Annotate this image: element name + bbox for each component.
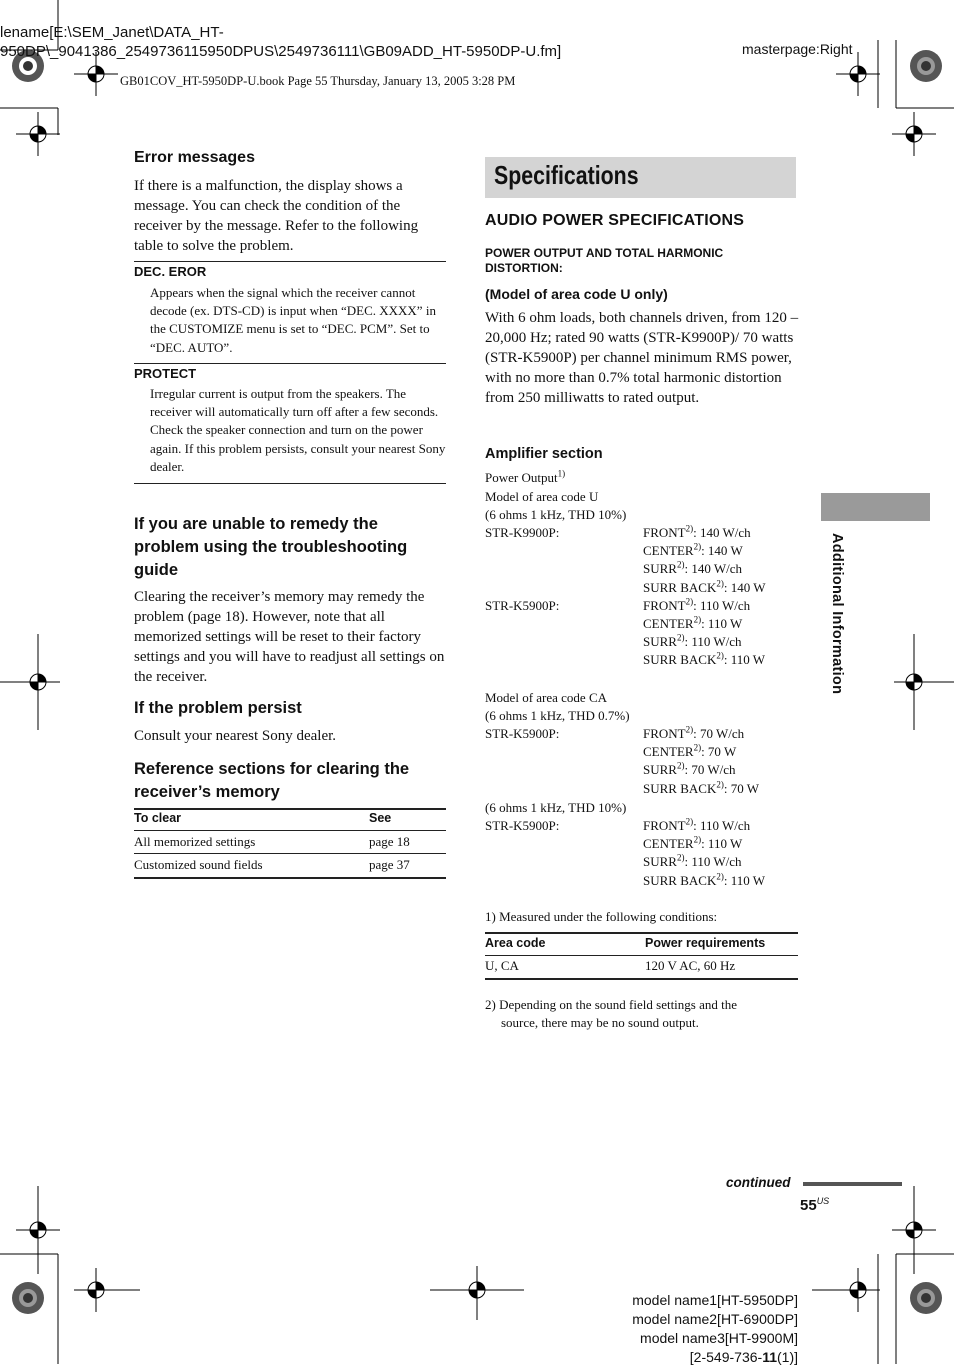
spec-model-name: STR-K5900P:	[485, 726, 560, 741]
model-name-3: model name3[HT-9900M]	[640, 1330, 798, 1346]
area-ca-condition-2: (6 ohms 1 kHz, THD 10%)	[485, 800, 627, 815]
footnote-ref: 2)	[716, 871, 724, 882]
spec-model-name: STR-K9900P:	[485, 525, 560, 540]
footnote-ref: 2)	[716, 779, 724, 790]
spec-channel-row	[643, 615, 742, 633]
footnote-ref: 2)	[685, 816, 694, 827]
spec-channel-value: : 110 W	[701, 836, 743, 852]
ref-table-rule	[134, 830, 446, 831]
spec-channel-value: : 70 W	[701, 744, 737, 760]
spec-channel-name: CENTER	[643, 543, 694, 559]
area-ca-condition-1: (6 ohms 1 kHz, THD 0.7%)	[485, 708, 630, 723]
cond-table-header-power: Power requirements	[645, 936, 766, 950]
spec-channel-row	[643, 835, 742, 853]
spec-model-name: STR-K5900P:	[485, 597, 560, 613]
spec-channel-name: SURR	[643, 762, 677, 778]
area-ca-label: Model of area code CA	[485, 690, 608, 705]
ref-table-bottom-rule	[134, 877, 446, 879]
spec-channel-value: : 70 W/ch	[684, 762, 736, 778]
error-code-dec-eror: DEC. EROR	[134, 264, 207, 279]
spec-channel-name: SURR	[643, 561, 677, 577]
model-u-text: With 6 ohm loads, both channels driven, from 120 – 20,000 Hz; rated 90 watts (STR-K9900P)/ 70 watts (STR-K5900P) per channel minimum RMS power, with no more than 0.7% total harmonic distortion from 250 milliwatts to rated output.	[485, 310, 799, 406]
page-number-value: 55	[800, 1197, 817, 1214]
footnote-ref: 2)	[676, 853, 685, 864]
spec-channel-value: : 110 W/ch	[693, 818, 751, 833]
spec-channel-row	[643, 542, 743, 560]
cond-table-rule	[485, 955, 798, 956]
spec-channel-name: CENTER	[643, 744, 694, 760]
area-u-condition: (6 ohms 1 kHz, THD 10%)	[485, 507, 627, 522]
ref-table-top-rule	[134, 808, 446, 810]
spec-channel-row	[643, 633, 742, 651]
spec-channel-row	[643, 817, 750, 835]
footnote-ref: 1)	[557, 468, 566, 479]
power-output-heading: POWER OUTPUT AND TOTAL HARMONIC DISTORTION:	[485, 246, 724, 275]
side-tab-bar	[821, 493, 930, 521]
spec-channel-name: FRONT	[643, 726, 686, 741]
spec-channel-value: : 110 W/ch	[684, 634, 742, 650]
spec-channel-name: SURR BACK	[643, 579, 717, 595]
cond-table-bottom-rule	[485, 978, 798, 980]
model-u-heading: (Model of area code U only)	[485, 286, 668, 302]
cond-table-cell: 120 V AC, 60 Hz	[645, 958, 736, 973]
footnote-ref: 2)	[676, 560, 685, 571]
power-output-text: Power Output	[485, 470, 558, 485]
continued-bar	[803, 1182, 902, 1186]
cond-table-header-area: Area code	[485, 936, 546, 950]
spec-channel-name: CENTER	[643, 836, 694, 852]
footnote-ref: 2)	[693, 742, 702, 753]
footnote-ref: 2)	[685, 724, 694, 735]
audio-power-heading: AUDIO POWER SPECIFICATIONS	[485, 212, 745, 229]
area-u-label: Model of area code U	[485, 489, 599, 504]
divider	[134, 261, 446, 262]
spec-channel-value: : 110 W	[723, 652, 765, 668]
spec-channel-row	[643, 651, 765, 669]
amplifier-heading: Amplifier section	[485, 446, 603, 462]
page-number	[800, 1196, 829, 1214]
spec-channel-name: SURR	[643, 634, 677, 650]
spec-channel-row	[643, 579, 765, 597]
spec-channel-row	[643, 743, 736, 761]
ref-table-cell: All memorized settings	[134, 834, 256, 849]
error-desc-dec-eror: Appears when the signal which the receiver cannot decode (ex. DTS-CD) is input when “DEC. XXXX” in the CUSTOMIZE menu is set to “DEC. PCM”. Set to “DEC. AUTO”.	[150, 285, 436, 355]
spec-channel-row	[643, 872, 765, 890]
error-intro: If there is a malfunction, the display shows a message. You can check the condition of the receiver by the message. Refer to the following table to solve the problem.	[134, 178, 419, 254]
footnote-2-line1: 2) Depending on the sound field settings and the	[485, 997, 738, 1012]
persist-text: Consult your nearest Sony dealer.	[134, 728, 337, 744]
model-name-2: model name2[HT-6900DP]	[632, 1311, 798, 1327]
spec-channel-name: SURR BACK	[643, 872, 717, 888]
spec-channel-value: : 140 W/ch	[693, 525, 751, 540]
spec-channel-value: : 110 W/ch	[684, 854, 742, 870]
footnote-ref: 2)	[676, 761, 685, 772]
spec-channel-row	[643, 725, 744, 743]
footnote-ref: 2)	[693, 541, 702, 552]
spec-channel-name: SURR BACK	[643, 652, 717, 668]
spec-channel-name: CENTER	[643, 616, 694, 631]
ref-table-cell: page 37	[369, 857, 410, 872]
spec-channel-value: : 70 W	[723, 780, 759, 796]
spec-channel-value: : 140 W	[701, 543, 743, 559]
divider	[134, 483, 446, 484]
error-code-protect: PROTECT	[134, 366, 197, 381]
spec-channel-row	[643, 853, 742, 871]
cond-table-cell: U, CA	[485, 958, 519, 973]
continued-label: continued	[726, 1175, 791, 1190]
error-desc-protect: Irregular current is output from the speakers. The receiver will automatically turn off after a few seconds. Check the speaker connection and turn on the power again. If this problem persists, consult your nearest Sony dealer.	[150, 386, 446, 474]
ref-table-cell: Customized sound fields	[134, 857, 263, 872]
footnote-1: 1) Measured under the following conditions:	[485, 909, 718, 924]
spec-channel-name: FRONT	[643, 597, 686, 613]
ref-table-cell: page 18	[369, 834, 410, 849]
divider	[134, 363, 446, 364]
footnote-ref: 2)	[676, 632, 685, 643]
spec-channel-value: : 70 W/ch	[693, 726, 745, 741]
masterpage-label: masterpage:Right	[742, 41, 853, 57]
spec-channel-value: : 110 W	[701, 616, 743, 631]
model-name-1: model name1[HT-5950DP]	[632, 1292, 798, 1308]
part-code-prefix: [2-549-736-	[689, 1349, 763, 1365]
reference-heading: Reference sections for clearing the receiver’s memory	[134, 760, 410, 801]
cond-table-top-rule	[485, 932, 798, 934]
footnote-2-line2: source, there may be no sound output.	[501, 1015, 699, 1030]
filename-line-1: lename[E:\SEM_Janet\DATA_HT-	[0, 24, 224, 41]
footnote-ref: 2)	[685, 596, 694, 607]
spec-channel-row	[643, 560, 742, 578]
part-code-suffix: (1)]	[777, 1349, 798, 1365]
side-tab-label: Additional Information	[829, 533, 845, 695]
spec-channel-row	[643, 780, 759, 798]
power-output-label	[485, 469, 565, 487]
filename-line-2: 950DP\_9041386_2549736115950DPUS\2549736111\GB09ADD_HT-5950DP-U.fm]	[0, 43, 562, 60]
remedy-heading: If you are unable to remedy the problem using the troubleshooting guide	[134, 515, 408, 579]
spec-channel-row	[643, 761, 736, 779]
footnote-ref: 2)	[716, 651, 724, 662]
part-code-revision: 11	[762, 1349, 777, 1365]
spec-channel-name: FRONT	[643, 525, 686, 540]
footnote-ref: 2)	[693, 614, 702, 625]
spec-channel-name: FRONT	[643, 818, 686, 833]
error-messages-heading: Error messages	[134, 149, 255, 166]
ref-table-rule	[134, 853, 446, 854]
ref-table-header-clear: To clear	[134, 811, 182, 825]
spec-channel-value: : 140 W	[723, 579, 766, 595]
spec-channel-name: SURR	[643, 854, 677, 870]
spec-channel-value: : 140 W/ch	[684, 561, 742, 577]
spec-channel-value: : 110 W	[723, 872, 765, 888]
spec-channel-row	[643, 524, 751, 542]
ref-table-header-see: See	[369, 811, 392, 825]
spec-channel-value: : 110 W/ch	[693, 597, 751, 613]
remedy-text: Clearing the receiver’s memory may remedy the problem (page 18). However, note that all memorized settings will be reset to their factory settings and you will have to readjust all settings on the receiver.	[134, 589, 445, 685]
footnote-ref: 2)	[685, 523, 694, 534]
book-info-line: GB01COV_HT-5950DP-U.book Page 55 Thursday, January 13, 2005 3:28 PM	[120, 74, 516, 88]
part-code	[690, 1349, 798, 1365]
page-number-suffix: US	[816, 1196, 830, 1206]
footnote-ref: 2)	[716, 578, 724, 589]
spec-model-name: STR-K5900P:	[485, 818, 560, 833]
specifications-title: Specifications	[494, 160, 639, 190]
spec-channel-name: SURR BACK	[643, 780, 717, 796]
persist-heading: If the problem persist	[134, 699, 302, 717]
spec-channel-row	[643, 597, 750, 615]
footnote-ref: 2)	[693, 834, 702, 845]
